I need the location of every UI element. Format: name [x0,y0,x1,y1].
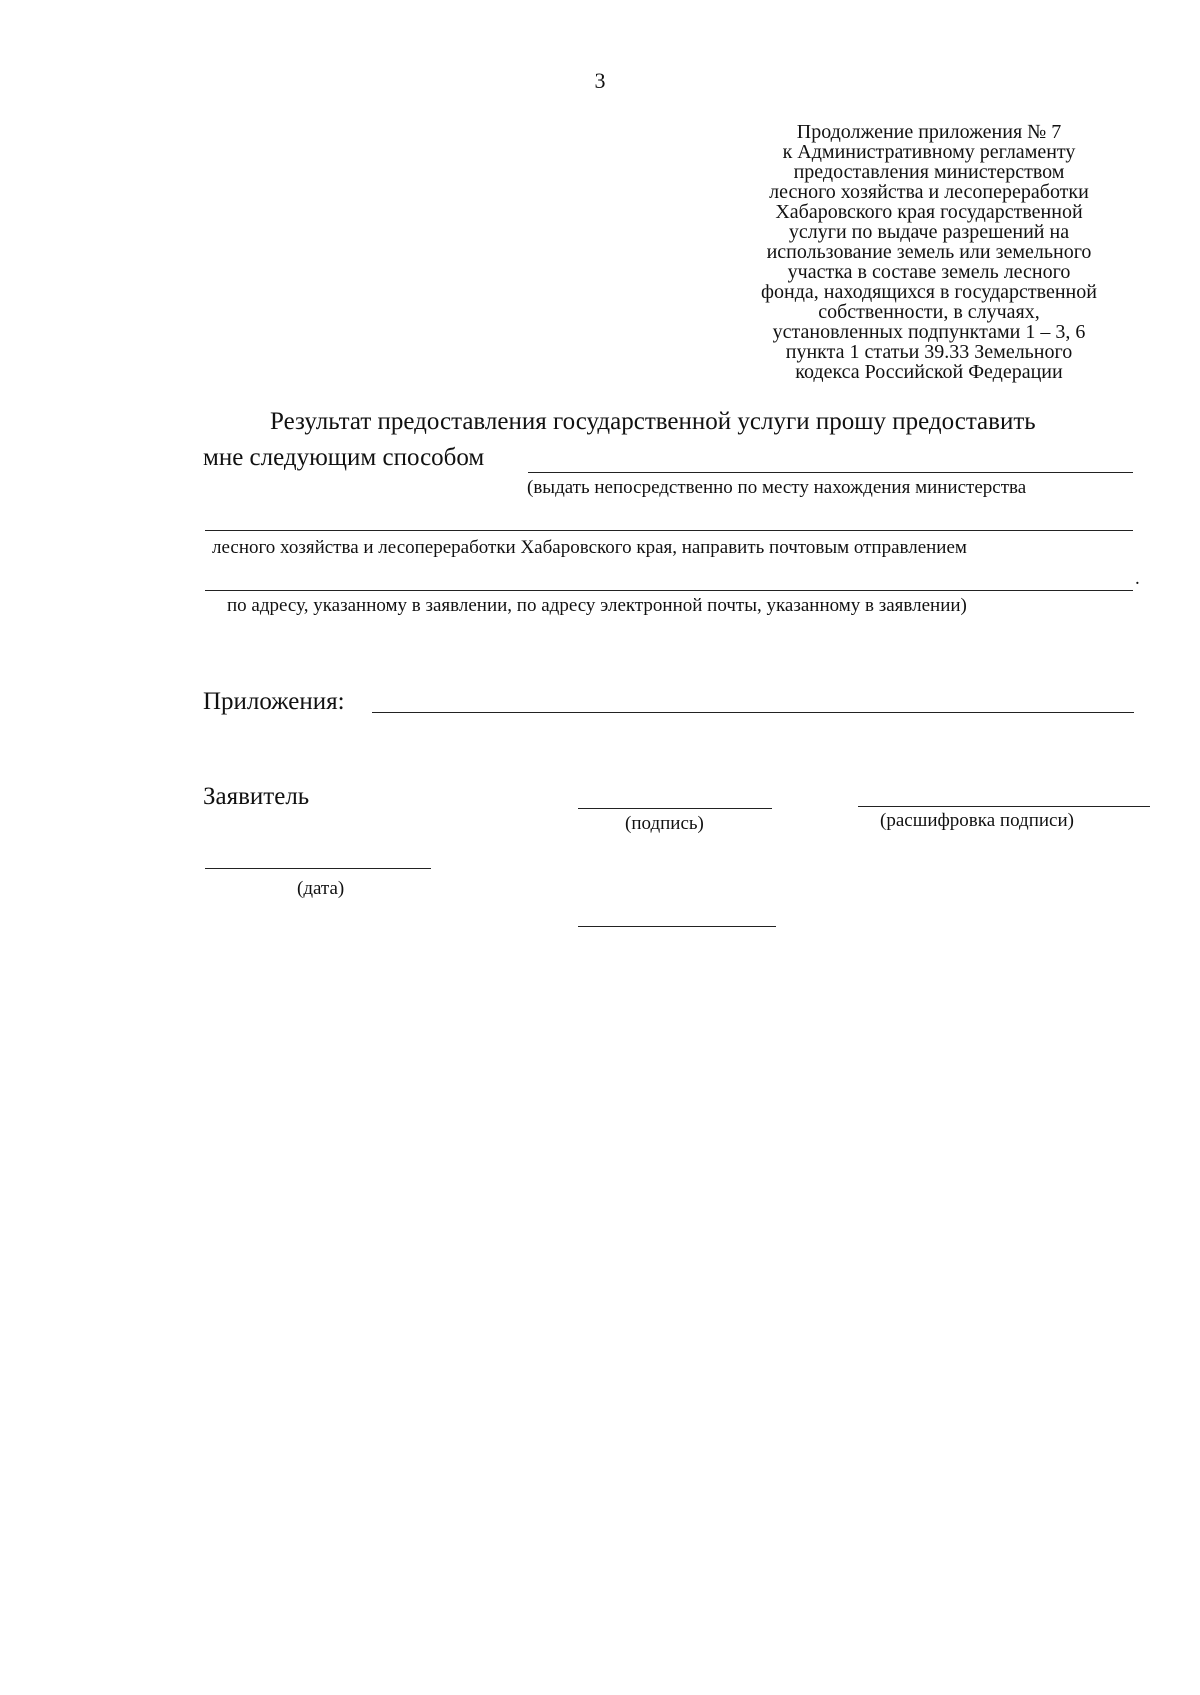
signature-field[interactable] [578,808,772,809]
header-line: фонда, находящихся в государственной [761,281,1097,303]
header-line: Продолжение приложения № 7 [796,121,1062,143]
header-line: лесного хозяйства и лесопереработки [769,181,1089,203]
delivery-hint-3: по адресу, указанному в заявлении, по адресу электронной почты, указанному в заявлении) [227,595,967,616]
header-line: к Административному регламенту [782,141,1076,163]
date-field[interactable] [205,868,431,869]
attachments-field[interactable] [372,712,1134,713]
header-line: установленных подпунктами 1 – 3, 6 [772,321,1086,343]
extra-blank-line [578,926,776,927]
header-line: услуги по выдаче разрешений на [788,221,1070,243]
signature-decoding-field[interactable] [858,806,1150,807]
page-number: 3 [594,68,606,93]
header-line: пункта 1 статьи 39.33 Земельного [785,341,1073,363]
applicant-label: Заявитель [203,783,310,810]
signature-decoding-caption: (расшифровка подписи) [880,810,1074,831]
delivery-method-field-2[interactable] [205,530,1133,531]
request-line-2: мне следующим способом [203,444,485,471]
request-line-1: Результат предоставления государственной услуги прошу предоставить [270,408,1036,435]
header-line: предоставления министерством [793,161,1065,183]
line-end-mark: . [1135,568,1140,589]
delivery-method-field-3[interactable] [205,590,1133,591]
header-line: использование земель или земельного [766,241,1092,263]
attachments-label: Приложения: [203,688,345,715]
header-line: собственности, в случаях, [818,301,1040,323]
signature-caption: (подпись) [625,813,704,834]
delivery-method-field[interactable] [528,472,1133,473]
delivery-hint-1: (выдать непосредственно по месту нахождения министерства [527,477,1027,498]
date-caption: (дата) [297,878,345,899]
header-line: Хабаровского края государственной [775,201,1083,223]
appendix-header [690,122,1168,382]
delivery-hint-2: лесного хозяйства и лесопереработки Хабаровского края, направить почтовым отправлением [212,537,967,558]
header-line: участка в составе земель лесного [787,261,1071,283]
header-line: кодекса Российской Федерации [795,361,1063,383]
